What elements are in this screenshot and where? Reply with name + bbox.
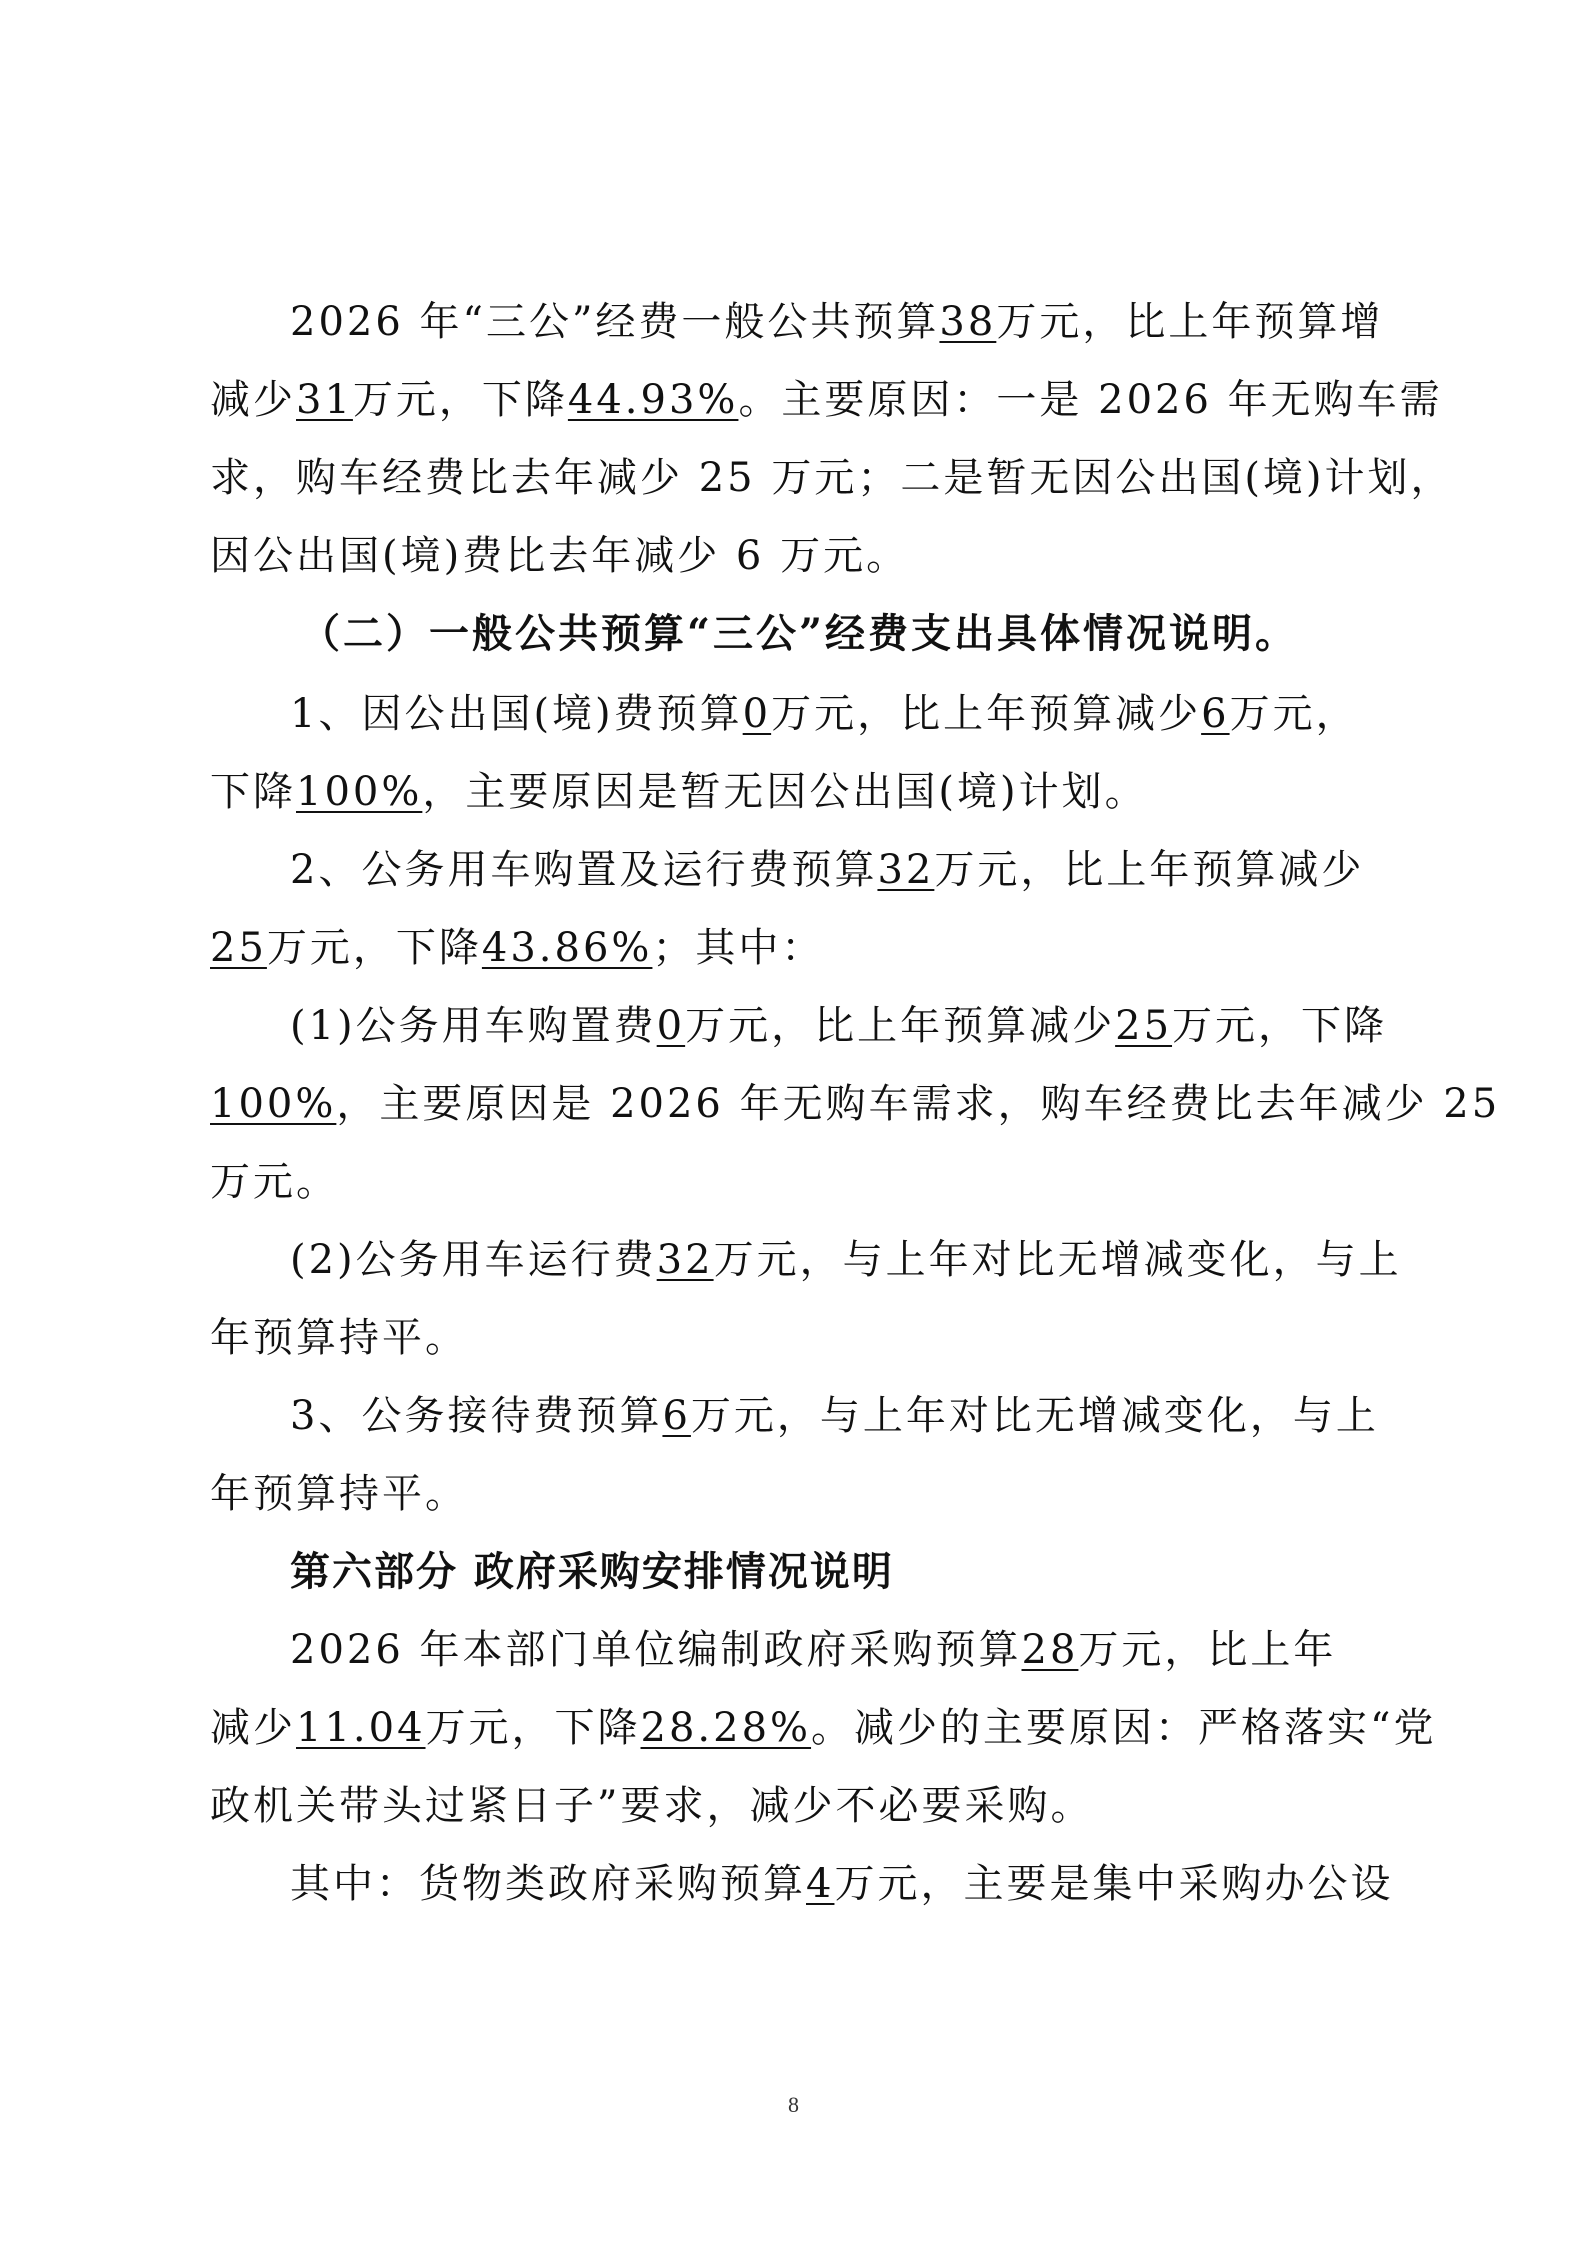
paragraph-line: 1、因公出国(境)费预算0万元，比上年预算减少6万元， [290,691,1359,737]
amount-value: 32 [877,847,935,893]
amount-value: 25 [1115,1003,1173,1049]
page-number: 8 [788,2092,799,2117]
paragraph-line: 2026 年本部门单位编制政府采购预算28万元，比上年 [290,1627,1337,1673]
amount-value: 6 [1201,691,1230,737]
part-six-heading: 第六部分 政府采购安排情况说明 [290,1549,894,1595]
paragraph-line: 100%，主要原因是 2026 年无购车需求，购车经费比去年减少 25 [210,1081,1501,1127]
paragraph-line: 减少11.04万元，下降28.28%。减少的主要原因：严格落实“党 [210,1705,1437,1751]
paragraph-line: 因公出国(境)费比去年减少 6 万元。 [210,533,910,579]
paragraph-line: 年预算持平。 [210,1315,468,1361]
paragraph-line: 其中：货物类政府采购预算4万元，主要是集中采购办公设 [290,1861,1394,1907]
percent-value: 100% [296,769,423,815]
paragraph-line: 25万元，下降43.86%；其中： [210,925,825,971]
paragraph-line: 下降100%，主要原因是暂无因公出国(境)计划。 [210,769,1148,815]
paragraph-line: 年预算持平。 [210,1471,468,1517]
paragraph-line: 政机关带头过紧日子”要求，减少不必要采购。 [210,1783,1094,1829]
amount-value: 6 [662,1393,691,1439]
percent-value: 28.28% [640,1705,812,1751]
amount-value: 25 [210,925,267,971]
percent-value: 43.86% [481,925,653,971]
paragraph-line: 2026 年“三公”经费一般公共预算38万元，比上年预算增 [290,299,1384,345]
paragraph-line: 万元。 [210,1159,339,1205]
amount-value: 38 [939,299,997,345]
amount-value: 31 [296,377,353,423]
percent-value: 44.93% [567,377,739,423]
amount-value: 0 [742,691,772,737]
paragraph-line: 减少31万元，下降44.93%。主要原因：一是 2026 年无购车需 [210,377,1443,423]
amount-value: 0 [656,1003,686,1049]
paragraph-line: 3、公务接待费预算6万元，与上年对比无增减变化，与上 [290,1393,1379,1439]
amount-value: 4 [806,1861,835,1907]
section-title: （二）一般公共预算“三公”经费支出具体情况说明。 [300,610,1299,657]
paragraph-line: 求，购车经费比去年减少 25 万元；二是暂无因公出国(境)计划， [210,455,1454,501]
amount-value: 28 [1021,1627,1079,1673]
amount-value: 32 [656,1237,714,1283]
paragraph-line: (1)公务用车购置费0万元，比上年预算减少25万元，下降 [290,1003,1388,1049]
paragraph-line: 2、公务用车购置及运行费预算32万元，比上年预算减少 [290,847,1365,893]
percent-value: 100% [210,1081,337,1127]
amount-value: 11.04 [296,1705,426,1751]
paragraph-line: (2)公务用车运行费32万元，与上年对比无增减变化，与上 [290,1237,1402,1283]
